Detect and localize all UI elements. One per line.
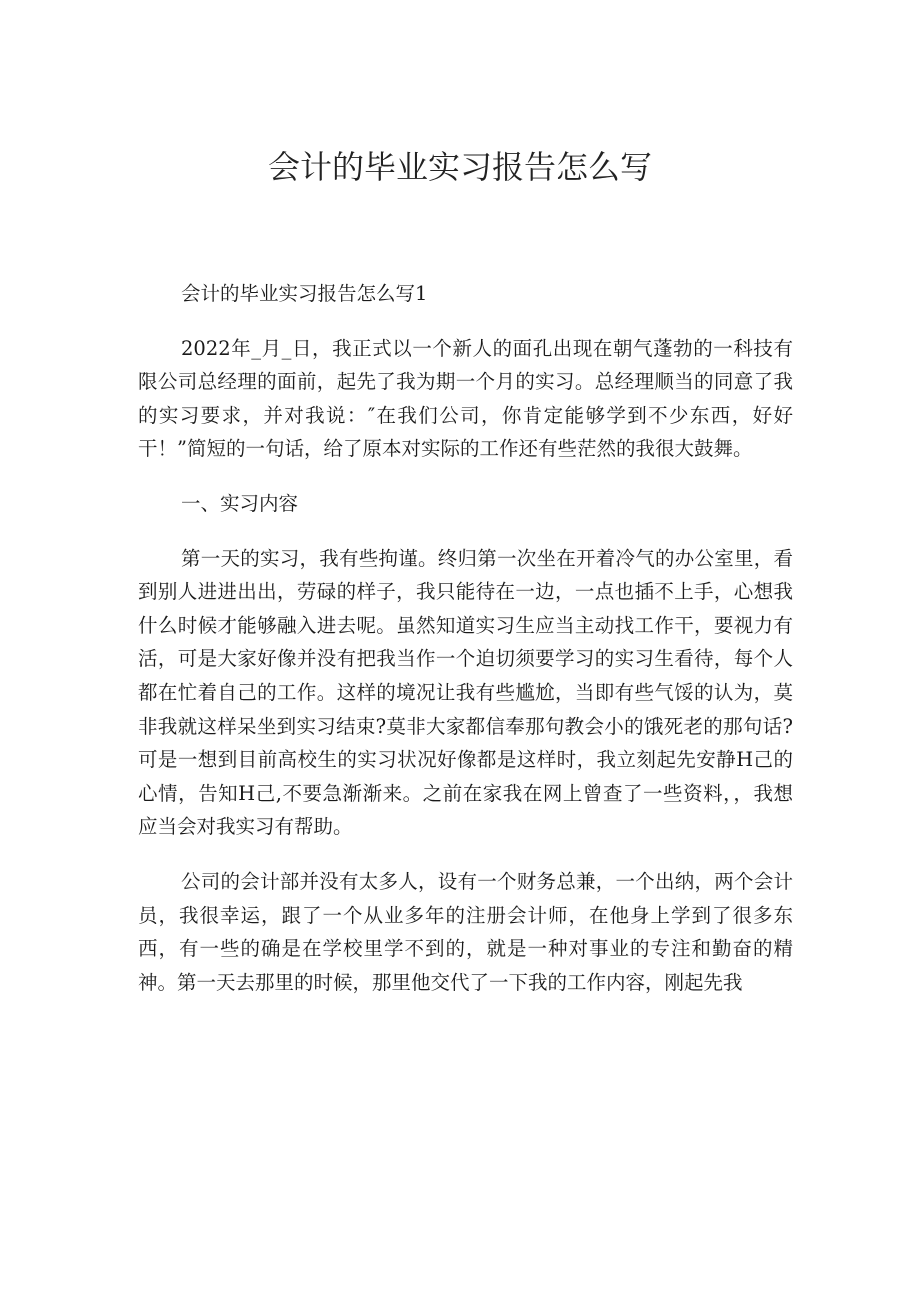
page-title: 会计的毕业实习报告怎么写 — [267, 148, 652, 186]
section-heading-content: 一、实习内容 — [181, 491, 299, 515]
paragraph-accounting-dept: 公司的会计部并没有太多人，设有一个财务总兼，一个出纳，两个会计员，我很幸运，跟了一个从业多年的注册会计师，在他身上学到了很多东西，有一些的确是在学校里学不到的，就是一种对事业的专注和勤奋的精神。第一天去那里的时候，那里他交代了一下我的工作内容，刚起先我 — [138, 869, 793, 994]
section-subtitle: 会计的毕业实习报告怎么写1 — [181, 282, 428, 305]
paragraph-intro: 2022年_月_日，我正式以一个新人的面孔出现在朝气蓬勃的一科技有限公司总经理的面前，起先了我为期一个月的实习。总经理顺当的同意了我的实习要求，并对我说：″在我们公司，你肯定能够学到不少东西，好好干！”简短的一句话，给了原本对实际的工作还有些茫然的我很大鼓舞。 — [138, 336, 793, 461]
document-body — [138, 277, 793, 1020]
paragraph-first-day: 第一天的实习，我有些拘谨。终归第一次坐在开着冷气的办公室里，看到别人进进出出，劳碌的样子，我只能待在一边，一点也插不上手，心想我什么时候才能够融入进去呢。虽然知道实习生应当主动找工作干，要视力有活，可是大家好像并没有把我当作一个迫切须要学习的实习生看待，每个人都在忙着自己的工作。这样的境况让我有些尴尬，当即有些气馁的认为，莫非我就这样呆坐到实习结束?莫非大家都信奉那句教会小的饿死老的那句话?可是一想到目前高校生的实习状况好像都是这样时，我立刻起先安静H己的心情，告知H己,不要急渐渐来。之前在家我在网上曾查了一些资料，，我想应当会对我实习有帮助。 — [138, 546, 793, 839]
